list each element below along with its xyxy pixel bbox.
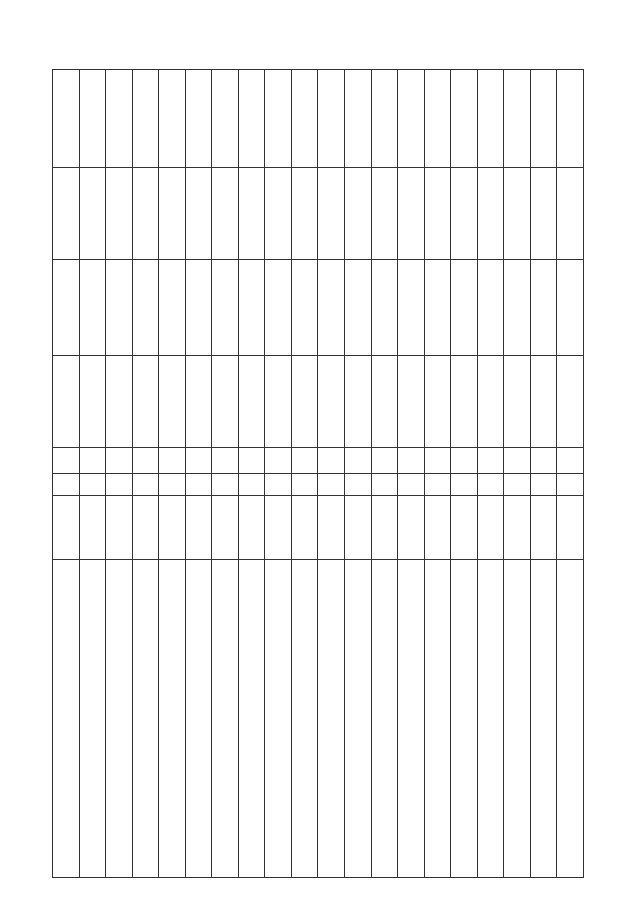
amount-1 [291,356,318,448]
section-code [159,448,186,474]
target-code [238,496,265,560]
amount-3 [53,168,80,260]
amount-3 [557,168,584,260]
row-description [291,560,318,878]
amount-3 [530,168,557,260]
table-row [185,70,212,878]
target-code [132,496,159,560]
expenditure-type [291,474,318,496]
section-code [557,448,584,474]
amount-3 [424,168,451,260]
table-row [398,70,425,878]
amount-2 [398,260,425,356]
amount-3 [318,168,345,260]
target-code [212,496,239,560]
expenditure-type [265,474,292,496]
amount-2 [557,260,584,356]
table-row [53,70,80,878]
row-description [318,560,345,878]
target-code [318,496,345,560]
amount-4 [53,70,80,168]
rotated-table-frame [52,70,584,878]
amount-4 [79,70,106,168]
row-description [451,560,478,878]
amount-2 [504,260,531,356]
amount-1 [106,356,133,448]
amount-3 [291,168,318,260]
amount-4 [504,70,531,168]
amount-3 [371,168,398,260]
amount-3 [477,168,504,260]
table-row [504,70,531,878]
section-code [185,448,212,474]
amount-2 [318,260,345,356]
amount-4 [265,70,292,168]
amount-1 [345,356,372,448]
rotated-table-container [52,70,584,878]
expenditure-type [398,474,425,496]
section-code [504,448,531,474]
expenditure-type [424,474,451,496]
expenditure-type [238,474,265,496]
amount-1 [238,356,265,448]
row-description [265,560,292,878]
budget-table [52,69,584,878]
row-description [106,560,133,878]
amount-1 [371,356,398,448]
section-code [371,448,398,474]
target-code [291,496,318,560]
table-row [132,70,159,878]
amount-3 [238,168,265,260]
amount-4 [291,70,318,168]
target-code [477,496,504,560]
row-description [79,560,106,878]
target-code [265,496,292,560]
table-row [477,70,504,878]
row-description [159,560,186,878]
section-code [318,448,345,474]
amount-3 [398,168,425,260]
table-row [238,70,265,878]
amount-3 [212,168,239,260]
row-description [132,560,159,878]
section-code [53,448,80,474]
table-row [106,70,133,878]
amount-4 [238,70,265,168]
amount-4 [132,70,159,168]
target-code [159,496,186,560]
expenditure-type [185,474,212,496]
expenditure-type [106,474,133,496]
amount-3 [185,168,212,260]
amount-1 [530,356,557,448]
expenditure-type [53,474,80,496]
amount-3 [159,168,186,260]
expenditure-type [132,474,159,496]
section-code [79,448,106,474]
amount-2 [212,260,239,356]
row-description [477,560,504,878]
amount-1 [557,356,584,448]
amount-2 [265,260,292,356]
target-code [398,496,425,560]
table-row [557,70,584,878]
target-code [53,496,80,560]
amount-2 [291,260,318,356]
amount-2 [132,260,159,356]
amount-3 [451,168,478,260]
amount-4 [371,70,398,168]
amount-4 [318,70,345,168]
amount-3 [265,168,292,260]
amount-4 [477,70,504,168]
expenditure-type [345,474,372,496]
amount-2 [477,260,504,356]
amount-1 [424,356,451,448]
table-row [318,70,345,878]
amount-2 [530,260,557,356]
section-code [132,448,159,474]
row-description [424,560,451,878]
row-description [557,560,584,878]
amount-2 [106,260,133,356]
section-code [451,448,478,474]
amount-2 [185,260,212,356]
section-code [530,448,557,474]
amount-3 [79,168,106,260]
row-description [345,560,372,878]
table-row [265,70,292,878]
amount-4 [398,70,425,168]
table-row [212,70,239,878]
section-code [398,448,425,474]
amount-1 [477,356,504,448]
target-code [185,496,212,560]
row-description [212,560,239,878]
amount-4 [185,70,212,168]
amount-1 [185,356,212,448]
amount-1 [265,356,292,448]
target-code [345,496,372,560]
section-code [238,448,265,474]
amount-2 [159,260,186,356]
amount-4 [345,70,372,168]
row-description [371,560,398,878]
amount-3 [132,168,159,260]
row-description [504,560,531,878]
amount-4 [557,70,584,168]
amount-4 [451,70,478,168]
target-code [79,496,106,560]
amount-4 [212,70,239,168]
expenditure-type [451,474,478,496]
table-row [451,70,478,878]
row-description [398,560,425,878]
section-code [291,448,318,474]
amount-2 [238,260,265,356]
amount-4 [159,70,186,168]
row-description [530,560,557,878]
row-description [185,560,212,878]
table-body [53,70,584,878]
target-code [530,496,557,560]
section-code [212,448,239,474]
table-row [424,70,451,878]
amount-1 [398,356,425,448]
target-code [451,496,478,560]
expenditure-type [318,474,345,496]
amount-2 [79,260,106,356]
table-row [530,70,557,878]
expenditure-type [557,474,584,496]
amount-1 [79,356,106,448]
expenditure-type [79,474,106,496]
target-code [106,496,133,560]
amount-1 [212,356,239,448]
amount-4 [530,70,557,168]
table-row [159,70,186,878]
table-row [79,70,106,878]
amount-1 [451,356,478,448]
amount-1 [159,356,186,448]
amount-1 [318,356,345,448]
expenditure-type [159,474,186,496]
amount-2 [53,260,80,356]
expenditure-type [212,474,239,496]
table-row [291,70,318,878]
amount-2 [345,260,372,356]
section-code [106,448,133,474]
amount-2 [371,260,398,356]
amount-1 [504,356,531,448]
amount-4 [424,70,451,168]
amount-3 [504,168,531,260]
amount-2 [424,260,451,356]
expenditure-type [504,474,531,496]
target-code [504,496,531,560]
table-row [371,70,398,878]
amount-2 [451,260,478,356]
section-code [424,448,451,474]
expenditure-type [371,474,398,496]
row-description [53,560,80,878]
target-code [557,496,584,560]
amount-3 [106,168,133,260]
section-code [265,448,292,474]
amount-3 [345,168,372,260]
target-code [371,496,398,560]
expenditure-type [530,474,557,496]
row-description [238,560,265,878]
amount-4 [106,70,133,168]
expenditure-type [477,474,504,496]
amount-1 [53,356,80,448]
section-code [345,448,372,474]
section-code [477,448,504,474]
target-code [424,496,451,560]
amount-1 [132,356,159,448]
table-row [345,70,372,878]
